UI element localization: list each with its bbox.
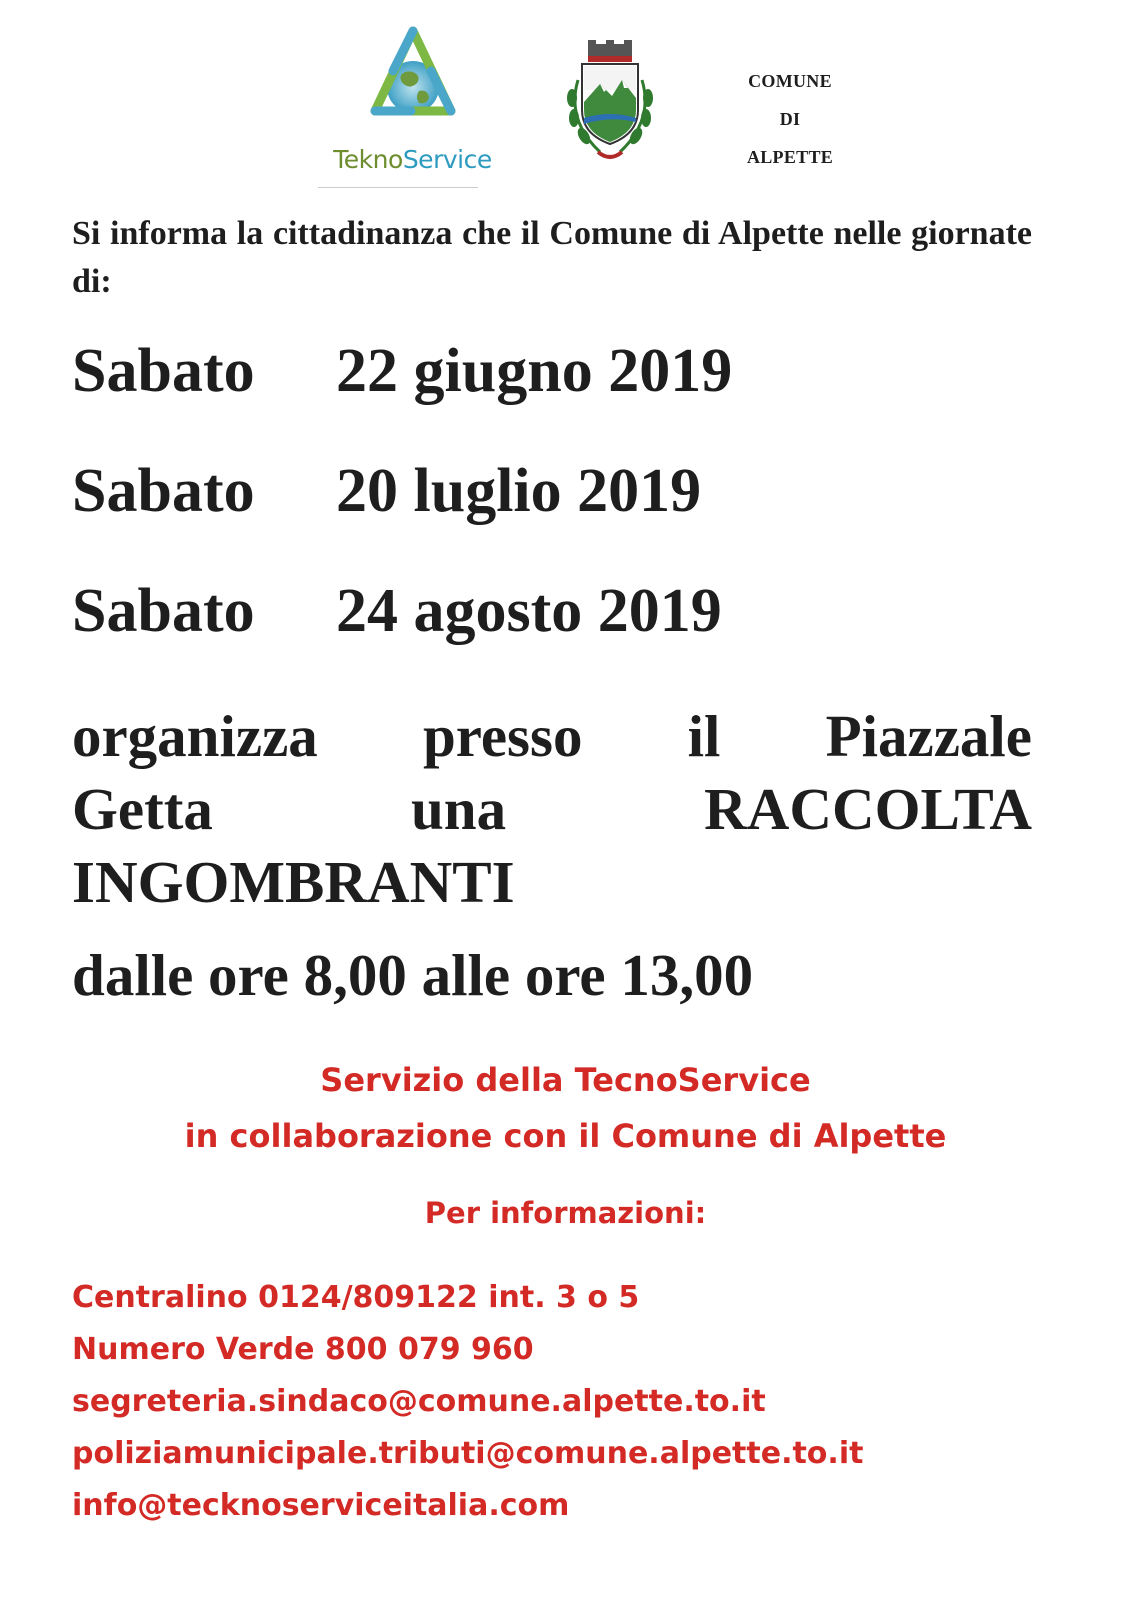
description-word: organizza [72,703,318,769]
contact-email-info: info@tecknoserviceitalia.com [72,1488,570,1523]
date-value: 22 giugno 2019 [336,337,733,405]
description-word: Piazzale [825,703,1032,769]
event-description [72,700,1032,919]
description-line-1 [72,700,1032,773]
teknoservice-wordmark [305,147,520,172]
date-row [72,457,702,525]
comune-line-2: DI [779,109,801,129]
description-word: RACCOLTA [704,776,1032,842]
wordmark-part-2: Service [402,145,492,174]
info-heading: Per informazioni: [424,1196,707,1230]
contact-email-polizia: poliziamunicipale.tributi@comune.alpette.to.it [72,1436,864,1471]
description-line-3: INGOMBRANTI [72,849,515,915]
contact-centralino: Centralino 0124/809122 int. 3 o 5 [72,1280,640,1315]
comune-line-3: ALPETTE [746,147,834,167]
date-day: Sabato [72,577,255,645]
date-value: 24 agosto 2019 [336,577,722,645]
wordmark-part-1: Tekno [333,145,403,174]
comune-line-1: COMUNE [748,71,832,91]
service-note-line-2: in collaborazione con il Comune di Alpette [184,1117,947,1155]
service-note [0,1052,1131,1164]
teknoservice-logo [305,25,520,174]
contacts-list [72,1272,863,1532]
recycle-globe-icon [363,25,463,143]
date-value: 20 luglio 2019 [336,457,702,525]
comune-heading [720,62,860,176]
description-line-2 [72,773,1032,846]
description-word: il [687,703,721,769]
date-day: Sabato [72,457,255,525]
scan-artifact-divider [318,187,478,188]
service-note-line-1: Servizio della TecnoService [320,1061,811,1099]
intro-paragraph: Si informa la cittadinanza che il Comune di Alpette nelle giornate di: [72,215,1032,300]
date-row [72,577,722,645]
description-word: Getta [72,776,213,842]
contact-email-segreteria: segreteria.sindaco@comune.alpette.to.it [72,1384,766,1419]
opening-hours: dalle ore 8,00 alle ore 13,00 [72,942,754,1008]
contact-numero-verde: Numero Verde 800 079 960 [72,1332,534,1367]
date-row [72,337,733,405]
municipal-crest-icon [560,40,660,168]
date-day: Sabato [72,337,255,405]
description-word: presso [422,703,583,769]
municipal-crest [560,40,660,168]
description-word: una [410,776,507,842]
